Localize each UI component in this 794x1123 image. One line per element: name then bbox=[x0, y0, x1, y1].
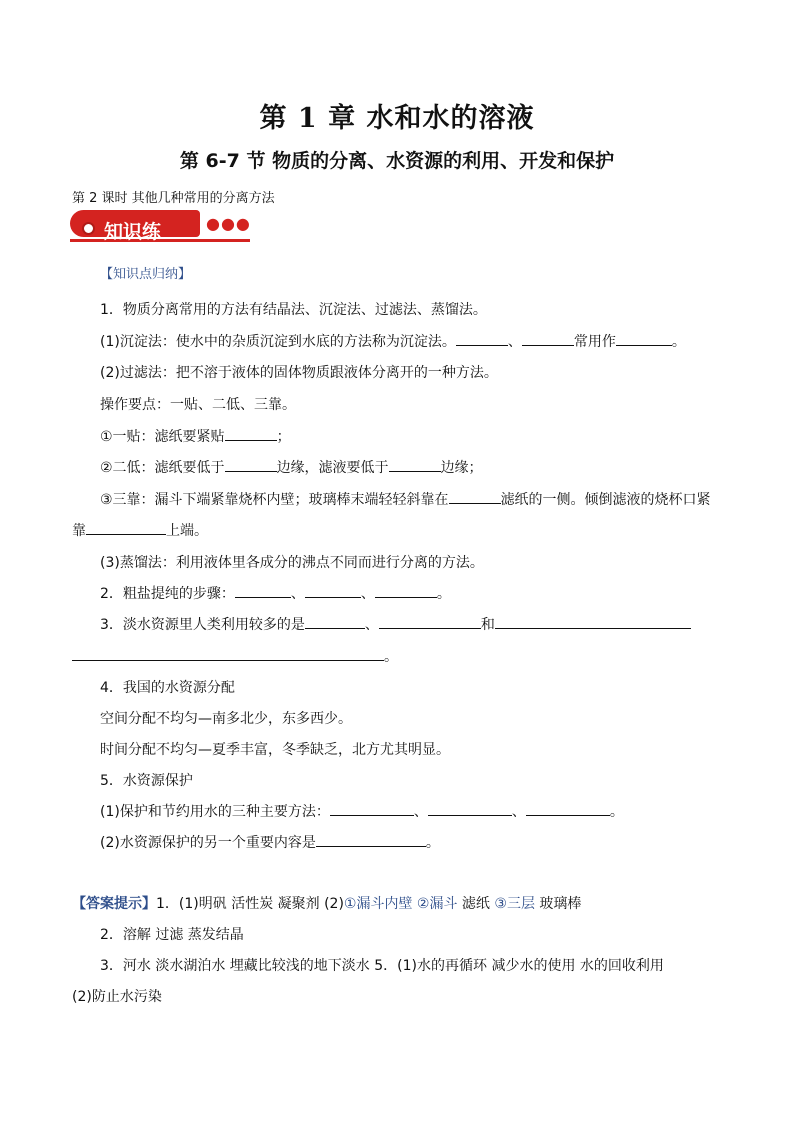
answer-blank bbox=[330, 801, 414, 816]
answer-blank bbox=[526, 801, 610, 816]
answer-blank bbox=[495, 614, 691, 629]
chapter-title: 第 1 章 水和水的溶液 bbox=[259, 103, 535, 134]
text-line: 1．物质分离常用的方法有结晶法、沉淀法、过滤法、蒸馏法。 bbox=[100, 302, 487, 318]
text-line: ③三靠：漏斗下端紧靠烧杯内壁；玻璃棒末端轻轻斜靠在 滤纸的一侧。倾倒滤液的烧杯口紧 bbox=[100, 489, 711, 509]
text-line: 3．淡水资源里人类利用较多的是 、 和 bbox=[100, 614, 691, 634]
answer-blank bbox=[456, 331, 508, 346]
knowledge-banner bbox=[70, 205, 250, 243]
text-line: 操作要点：一贴、二低、三靠。 bbox=[100, 397, 296, 413]
text-line: 5．水资源保护 bbox=[100, 773, 193, 789]
answer-blank bbox=[235, 583, 291, 598]
answer-blank bbox=[449, 489, 501, 504]
answer-blank bbox=[379, 614, 481, 629]
answer-line: 2．溶解 过滤 蒸发结晶 bbox=[100, 927, 244, 943]
text-line: (2)过滤法：把不溶于液体的固体物质跟液体分离开的一种方法。 bbox=[100, 365, 498, 381]
answer-blank bbox=[305, 583, 361, 598]
answer-blank bbox=[225, 426, 277, 441]
text-line: 。 bbox=[72, 646, 398, 666]
answer-blank bbox=[375, 583, 437, 598]
answer-blank bbox=[522, 331, 574, 346]
text-line: (3)蒸馏法：利用液体里各成分的沸点不同而进行分离的方法。 bbox=[100, 555, 484, 571]
answer-label: 【答案提示】 bbox=[72, 896, 156, 912]
answer-blank bbox=[389, 457, 441, 472]
bullet-icon bbox=[82, 222, 95, 235]
banner-label: 知识练 bbox=[104, 221, 162, 243]
text-line: (1)保护和节约用水的三种主要方法： 、 、 。 bbox=[100, 801, 624, 821]
text-line: 4．我国的水资源分配 bbox=[100, 680, 235, 696]
text-line: 2．粗盐提纯的步骤： 、 、 。 bbox=[100, 583, 451, 603]
lesson-label: 第 2 课时 其他几种常用的分离方法 bbox=[72, 191, 275, 206]
text-line: 时间分配不均匀—夏季丰富，冬季缺乏，北方尤其明显。 bbox=[100, 742, 450, 758]
answer-blank bbox=[316, 832, 426, 847]
ellipsis-dots-icon: ●●● bbox=[206, 214, 251, 233]
text-line: (2)水资源保护的另一个重要内容是 。 bbox=[100, 832, 440, 852]
answer-blank bbox=[305, 614, 365, 629]
answer-line: (2)防止水污染 bbox=[72, 989, 162, 1005]
text-line: 靠 上端。 bbox=[72, 520, 208, 540]
text-line: ①一贴：滤纸要紧贴 ； bbox=[100, 426, 291, 446]
section-heading: 【知识点归纳】 bbox=[100, 267, 192, 282]
answer-blank bbox=[428, 801, 512, 816]
banner-pill bbox=[70, 210, 200, 243]
answer-line: 【答案提示】1．(1)明矾 活性炭 凝聚剂 (2)①漏斗内壁 ②漏斗 滤纸 ③三层 玻璃棒 bbox=[72, 896, 582, 912]
text-line: ②二低：滤纸要低于 边缘，滤液要低于 边缘； bbox=[100, 457, 483, 477]
answer-blank bbox=[616, 331, 672, 346]
text-line: 空间分配不均匀—南多北少，东多西少。 bbox=[100, 711, 352, 727]
answer-line: 3．河水 淡水湖泊水 埋藏比较浅的地下淡水 5．(1)水的再循环 减少水的使用 水的回收利用 bbox=[100, 958, 664, 974]
answer-blank bbox=[72, 646, 384, 661]
answer-blank bbox=[225, 457, 277, 472]
section-subtitle: 第 6-7 节 物质的分离、水资源的利用、开发和保护 bbox=[179, 150, 615, 172]
answer-blank bbox=[86, 520, 166, 535]
text-line: (1)沉淀法：使水中的杂质沉淀到水底的方法称为沉淀法。 、 常用作 。 bbox=[100, 331, 686, 351]
